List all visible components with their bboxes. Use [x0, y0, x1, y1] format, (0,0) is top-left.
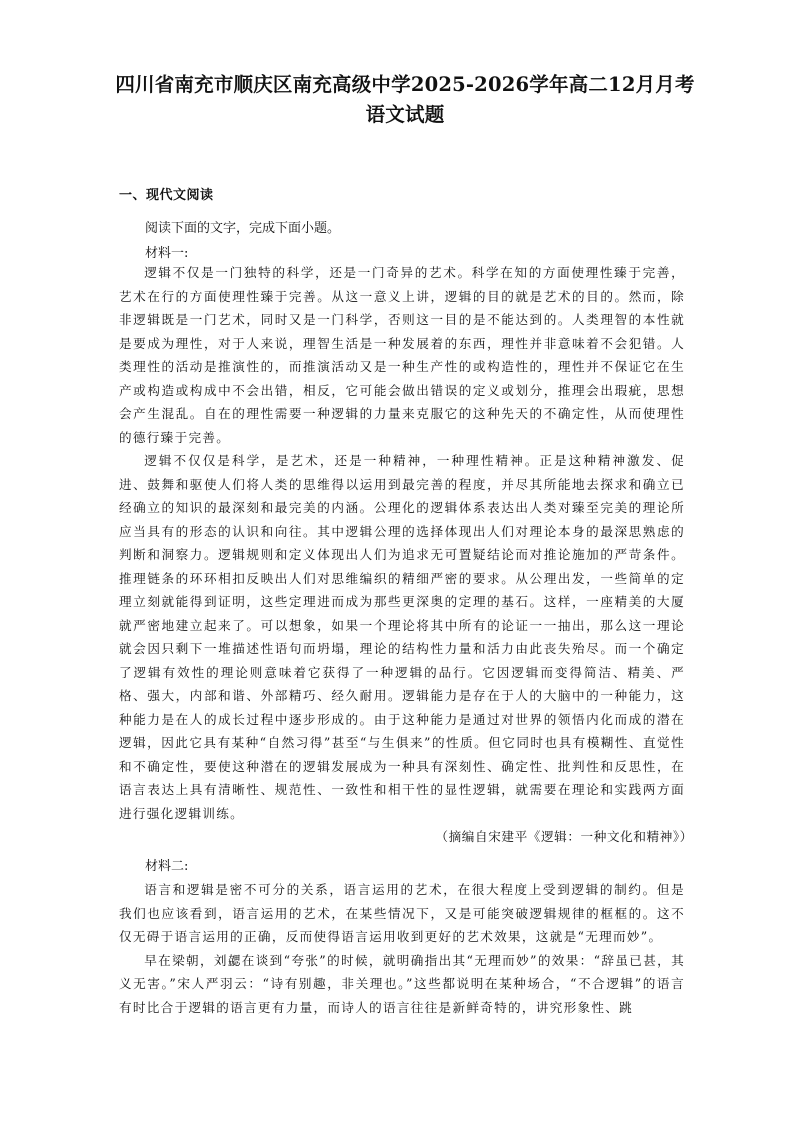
- page-title: 四川省南充市顺庆区南充高级中学2025-2026学年高二12月月考语文试题: [115, 73, 695, 126]
- material1-source: （摘编自宋建平《逻辑：一种文化和精神》）: [435, 829, 693, 844]
- material2-paragraph-1: 语言和逻辑是密不可分的关系，语言运用的艺术，在很大程度上受到逻辑的制约。但是我们也应该看到，语言运用的艺术，在某些情况下，又是可能突破逻辑规律的框框的。这不仅无碍于语言运用的正确，反而使得语言运用收到更好的艺术效果，这就是“无理而妙”。: [119, 882, 685, 944]
- material1-label: 材料一:: [145, 246, 189, 261]
- material1-paragraph-2: 逻辑不仅仅是科学，是艺术，还是一种精神，一种理性精神。正是这种精神激发、促进、鼓舞和驱使人们将人类的思维得以运用到最完善的程度，并尽其所能地去探求和确立已经确立的知识的最深刻和最完美的内涵。公理化的逻辑体系表达出人类对臻至完美的理论所应当具有的形态的认识和向往。其中逻辑公理的选择体现出人们对理论本身的最深思熟虑的判断和洞察力。逻辑规则和定义体现出人们为追求无可置疑结论而对推论施加的严苛条件。推理链条的环环相扣反映出人们对思维编织的精细严密的要求。从公理出发，一些简单的定理立刻就能得到证明，这些定理进而成为那些更深奥的定理的基石。这样，一座精美的大厦就严密地建立起来了。可以想象，如果一个理论将其中所有的论证一一抽出，那么这一理论就会因只剩下一堆描述性语句而坍塌，理论的结构性力量和活力由此丧失殆尽。而一个确定了逻辑有效性的理论则意味着它获得了一种逻辑的品行。它因逻辑而变得简洁、精美、严格、强大，内部和谐、外部精巧、经久耐用。逻辑能力是存在于人的大脑中的一种能力，这种能力是在人的成长过程中逐步形成的。由于这种能力是通过对世界的领悟内化而成的潜在逻辑，因此它具有某种“自然习得”甚至“与生俱来”的性质。但它同时也具有模糊性、直觉性和不确定性，要使这种潜在的逻辑发展成为一种具有深刻性、确定性、批判性和反思性，在语言表达上具有清晰性、规范性、一致性和相干性的显性逻辑，就需要在理论和实践两方面进行强化逻辑训练。: [119, 453, 685, 821]
- section-heading: 一、现代文阅读: [119, 188, 214, 203]
- material2-label: 材料二:: [145, 858, 189, 874]
- material2-paragraph-2: 早在梁朝，刘勰在谈到“夸张”的时候，就明确指出其“无理而妙”的效果：“辞虽已甚，其义无害。”宋人严羽云：“诗有别趣，非关理也。”这些都说明在某种场合，“不合逻辑”的语言有时比合于逻辑的语言更有力量，而诗人的语言往往是新鲜奇特的，讲究形象性、跳: [119, 952, 685, 1015]
- instruction-text: 阅读下面的文字，完成下面小题。: [145, 221, 341, 236]
- material1-paragraph-1: 逻辑不仅是一门独特的科学，还是一门奇异的艺术。科学在知的方面使理性臻于完善，艺术在行的方面使理性臻于完善。从这一意义上讲，逻辑的目的就是艺术的目的。然而，除非逻辑既是一门艺术，同时又是一门科学，否则这一目的是不能达到的。人类理智的本性就是要成为理性，对于人来说，理智生活是一种发展着的东西，理性并非意味着不会犯错。人类理性的活动是推演性的，而推演活动又是一种生产性的或构造性的，理性并不保证它在生产或构造或构成中不会出错，相反，它可能会做出错误的定义或划分，推理会出瑕疵，思想会产生混乱。自在的理性需要一种逻辑的力量来克服它的这种先天的不确定性，从而使理性的德行臻于完善。: [119, 265, 685, 445]
